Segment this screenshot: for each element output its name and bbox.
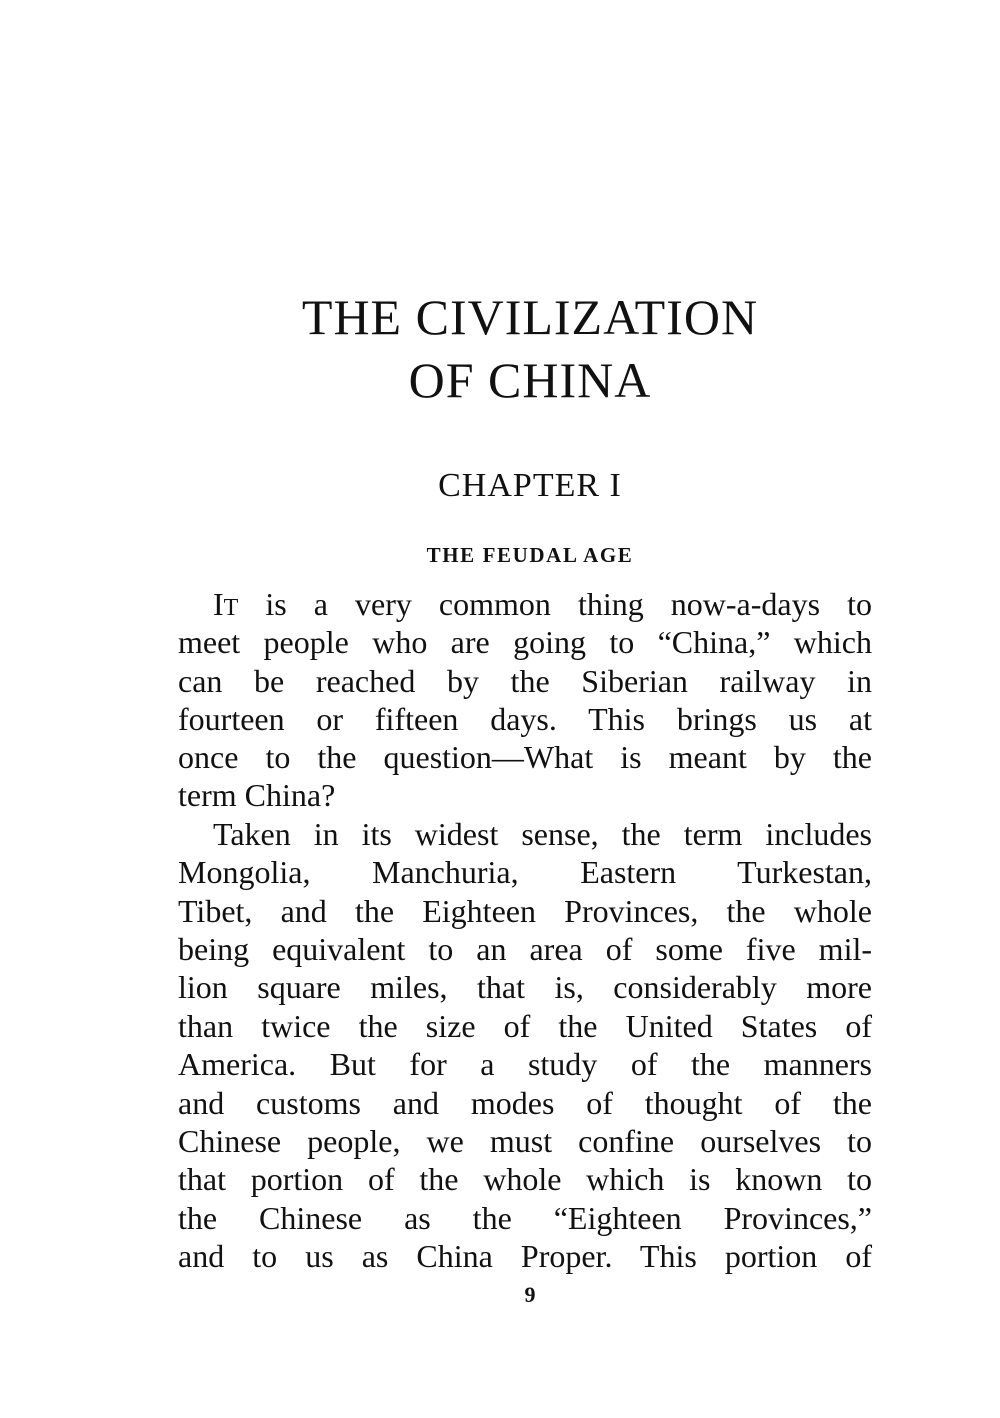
paragraph-2-line-11: the Chinese as the “Eighteen Provinces,” <box>178 1200 872 1236</box>
paragraph-2-line-6: than twice the size of the United States of <box>178 1008 872 1044</box>
paragraph-2-line-10: that portion of the whole which is known to <box>178 1161 872 1197</box>
paragraph-2-line-12: and to us as China Proper. This portion of <box>178 1238 872 1274</box>
chapter-heading: CHAPTER I <box>438 467 622 504</box>
paragraph-1-line-5: once to the question—What is meant by the <box>178 739 872 775</box>
paragraph-1-line-3: can be reached by the Siberian railway in <box>178 663 872 699</box>
paragraph-2-line-5: lion square miles, that is, considerably more <box>178 969 872 1005</box>
paragraph-2-line-2: Mongolia, Manchuria, Eastern Turkestan, <box>178 854 872 890</box>
paragraph-2-line-9: Chinese people, we must confine ourselves to <box>178 1123 872 1159</box>
page-number: 9 <box>524 1282 536 1307</box>
paragraph-2-line-3: Tibet, and the Eighteen Provinces, the whole <box>178 893 872 929</box>
dropcap-initial: I <box>213 586 224 622</box>
book-title-line-2: OF CHINA <box>408 352 652 408</box>
paragraph-1-line-1 <box>213 585 872 623</box>
paragraph-1-line-1-text: is a very common thing now-a-days to <box>238 586 872 622</box>
paragraph-2-line-1: Taken in its widest sense, the term includes <box>213 816 872 852</box>
paragraph-2-line-7: America. But for a study of the manners <box>178 1046 872 1082</box>
dropcap-small-caps: T <box>223 595 239 621</box>
paragraph-2-line-8: and customs and modes of thought of the <box>178 1085 872 1121</box>
paragraph-1-line-6: term China? <box>178 777 336 813</box>
paragraph-2-line-4: being equivalent to an area of some five mil- <box>178 931 872 967</box>
book-title-line-1: THE CIVILIZATION <box>301 289 759 345</box>
paragraph-1-line-2: meet people who are going to “China,” which <box>178 624 872 660</box>
paragraph-1-line-4: fourteen or fifteen days. This brings us at <box>178 701 872 737</box>
section-heading: THE FEUDAL AGE <box>426 543 634 567</box>
